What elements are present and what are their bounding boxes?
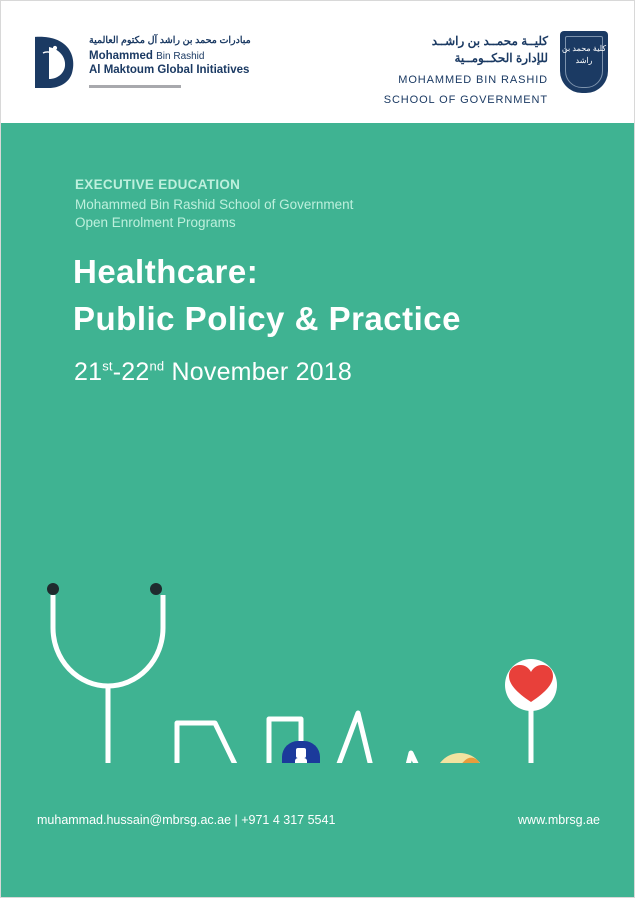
logo-left-english-line2: Al Maktoum Global Initiatives (89, 64, 250, 77)
logo-right-text (384, 31, 548, 109)
ecg-heartbeat-line (108, 693, 531, 763)
heart-icon (505, 659, 557, 711)
shield-arabic-text: كلية محمد بن راشد (561, 44, 607, 65)
subtitle-line-1: Mohammed Bin Rashid School of Government (75, 197, 354, 212)
footer-contact[interactable]: muhammad.hussain@mbrsg.ac.ae | +971 4 317 5541 (37, 813, 336, 827)
logo-right-arabic-line2: للإدارة الحكــومــية (454, 51, 548, 66)
date-day-start: 21 (74, 358, 103, 386)
shield-crest-icon (560, 31, 608, 93)
date-day-end-suffix: nd (149, 358, 165, 374)
event-dates (74, 358, 352, 387)
logo-mbrsg (384, 31, 608, 109)
date-day-end: 22 (121, 358, 150, 386)
logo-right-arabic-line1: كليــة محمــد بن راشــد (431, 34, 548, 48)
stethoscope-icon (53, 595, 163, 686)
syringe-icon (282, 741, 320, 763)
title-line-2: Public Policy & Practice (73, 299, 461, 337)
page-title (73, 249, 593, 343)
hero-section (1, 123, 635, 898)
logo-left-english-bold: Mohammed (89, 49, 153, 62)
logo-right-english-line2: SCHOOL OF GOVERNMENT (383, 94, 548, 107)
logo-left-english-thin: Bin Rashid (156, 50, 205, 62)
logo-left-divider (89, 85, 181, 88)
logo-left-text (89, 35, 251, 88)
header-band (1, 1, 635, 123)
eyebrow-label: EXECUTIVE EDUCATION (75, 177, 241, 192)
falcon-emblem-icon (31, 35, 77, 89)
title-line-1: Healthcare: (73, 253, 259, 290)
logo-left-arabic: مبادرات محمد بن راشد آل مكتوم العالمية (89, 35, 251, 46)
date-day-start-suffix: st (102, 358, 113, 374)
logo-right-english-line1: MOHAMMED BIN RASHID (398, 73, 548, 86)
footer-website[interactable]: www.mbrsg.ae (518, 813, 600, 827)
date-separator: - (112, 358, 122, 386)
stethoscope-ear-left (47, 583, 59, 595)
healthcare-illustration (1, 423, 635, 763)
stethoscope-ear-right (150, 583, 162, 595)
subtitle-line-2: Open Enrolment Programs (75, 215, 236, 230)
logo-mbr-global-initiatives (31, 35, 251, 89)
bandage-plaster-icon (435, 753, 485, 763)
logo-left-english-line1 (89, 49, 251, 64)
date-month-year: November 2018 (171, 358, 352, 386)
